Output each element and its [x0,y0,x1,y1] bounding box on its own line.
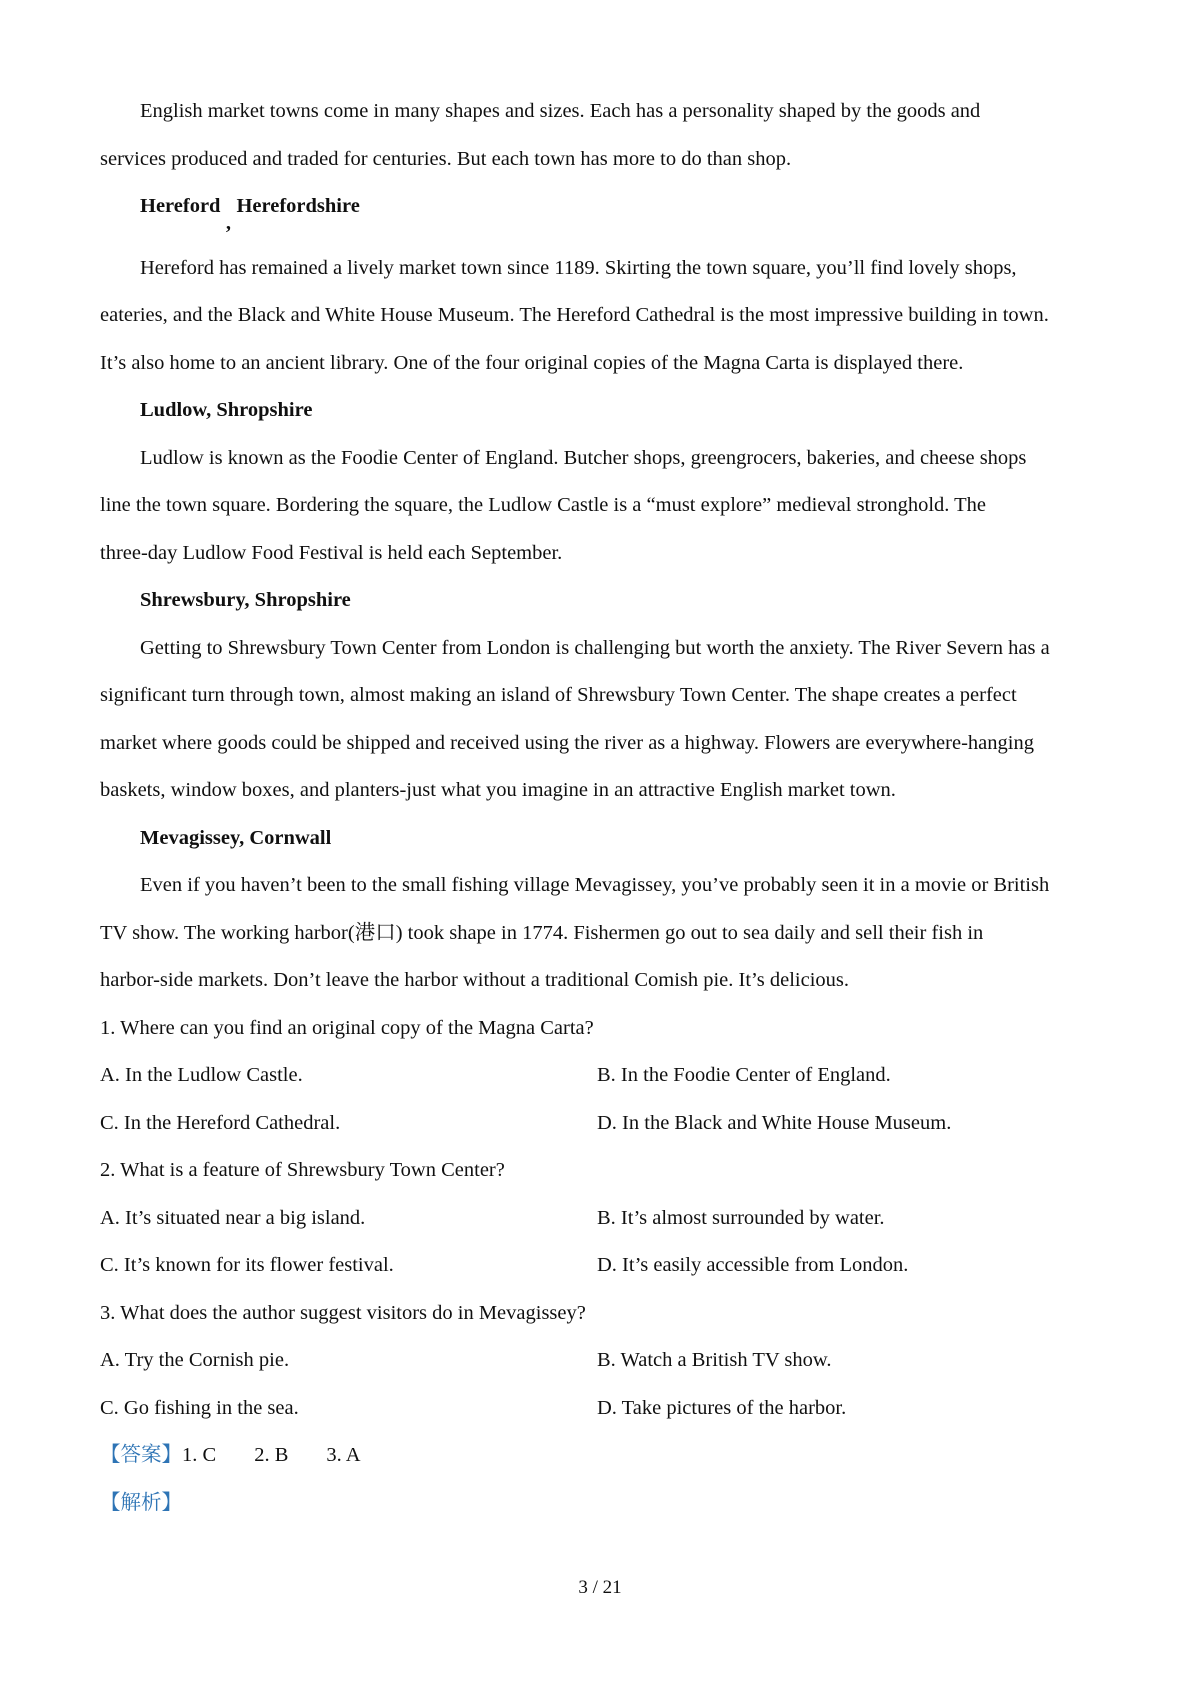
question-2-option-d: D. It’s easily accessible from London. [597,1254,909,1276]
answer-label: 【答案】 [100,1444,182,1466]
intro-line-2: services produced and traded for centuries. But each town has more to do than shop. [100,147,792,170]
question-3: 3. What does the author suggest visitors do in Mevagissey? [100,1301,586,1324]
ludlow-line-1: Ludlow is known as the Foodie Center of England. Butcher shops, greengrocers, bakeries, and cheese shops [140,446,1027,469]
question-1-option-a: A. In the Ludlow Castle. [100,1064,303,1086]
heading-shrewsbury: Shrewsbury, Shropshire [140,589,351,611]
mevagissey-line-1: Even if you haven’t been to the small fishing village Mevagissey, you’ve probably seen it in a movie or British [140,874,1050,896]
question-3-option-d: D. Take pictures of the harbor. [597,1396,847,1419]
question-2-options-cd [100,1242,1200,1290]
question-1: 1. Where can you find an original copy of the Magna Carta? [100,1016,594,1039]
question-2-option-c: C. It’s known for its flower festival. [100,1254,394,1276]
question-1-option-d: D. In the Black and White House Museum. [597,1111,952,1134]
heading-hereford [100,183,1200,234]
question-1-options-ab [100,1052,1200,1100]
page-number: 3 / 21 [578,1577,622,1598]
mevagissey-line-3: harbor-side markets. Don’t leave the harbor without a traditional Comish pie. It’s delicious. [100,969,849,991]
ludlow-line-2: line the town square. Bordering the square, the Ludlow Castle is a “must explore” medieval stronghold. The [100,494,987,516]
hereford-line-3: It’s also home to an ancient library. One of the four original copies of the Magna Carta is displayed there. [100,351,964,374]
heading-ludlow: Ludlow, Shropshire [140,399,313,421]
analysis-label: 【解析】 [100,1491,182,1514]
dropped-comma: , [225,212,232,234]
answer-line [100,1432,1200,1480]
heading-hereford-part2: Herefordshire [236,195,360,217]
question-1-option-b: B. In the Foodie Center of England. [597,1064,891,1086]
question-2: 2. What is a feature of Shrewsbury Town Center? [100,1159,505,1181]
heading-hereford-part1: Hereford [140,195,221,217]
shrewsbury-line-1: Getting to Shrewsbury Town Center from London is challenging but worth the anxiety. The River Severn has a [140,636,1050,659]
question-2-option-a: A. It’s situated near a big island. [100,1206,366,1229]
hereford-line-1: Hereford has remained a lively market town since 1189. Skirting the town square, you’ll find lovely shops, [140,256,1017,279]
question-1-options-cd [100,1100,1200,1148]
answer-item-3: 3. A [326,1444,361,1466]
question-2-options-ab [100,1195,1200,1243]
answer-item-1: 1. C [182,1444,217,1466]
question-3-options-ab [100,1337,1200,1385]
hereford-line-2: eateries, and the Black and White House Museum. The Hereford Cathedral is the most impressive building in town. [100,304,1049,326]
question-3-options-cd [100,1385,1200,1433]
ludlow-line-3: three-day Ludlow Food Festival is held each September. [100,541,563,564]
answer-item-2: 2. B [254,1444,289,1466]
shrewsbury-line-3: market where goods could be shipped and received using the river as a highway. Flowers are everywhere-hanging [100,731,1034,754]
analysis-line [100,1480,1200,1528]
intro-line-1: English market towns come in many shapes and sizes. Each has a personality shaped by the goods and [140,100,981,122]
shrewsbury-line-2: significant turn through town, almost making an island of Shrewsbury Town Center. The shape creates a perfect [100,684,1017,706]
question-3-option-a: A. Try the Cornish pie. [100,1349,290,1371]
question-1-option-c: C. In the Hereford Cathedral. [100,1111,341,1134]
heading-mevagissey: Mevagissey, Cornwall [140,826,332,849]
shrewsbury-line-4: baskets, window boxes, and planters-just what you imagine in an attractive English market town. [100,779,896,801]
mevagissey-line-2: TV show. The working harbor(港口) took shape in 1774. Fishermen go out to sea daily and sell their fish in [100,921,984,944]
question-3-option-b: B. Watch a British TV show. [597,1349,832,1371]
question-2-option-b: B. It’s almost surrounded by water. [597,1206,885,1229]
question-3-option-c: C. Go fishing in the sea. [100,1396,299,1419]
